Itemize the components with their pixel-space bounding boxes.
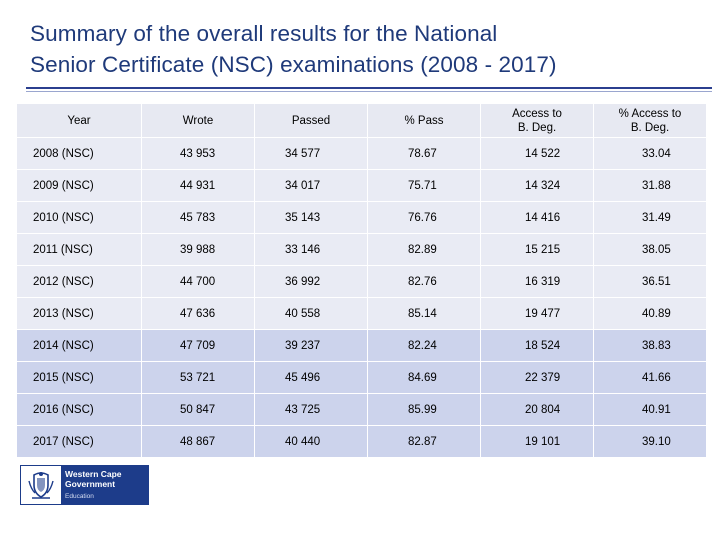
cell-pass-percent: 82.89 [368, 234, 481, 266]
cell-pass-percent: 82.76 [368, 266, 481, 298]
cell-access-bdeg: 16 319 [481, 266, 594, 298]
logo-line-3: Education [65, 493, 94, 500]
cell-pass-percent: 75.71 [368, 170, 481, 202]
cell-access-bdeg: 19 477 [481, 298, 594, 330]
cell-access-bdeg: 20 804 [481, 394, 594, 426]
cell-year: 2008 (NSC) [17, 138, 142, 170]
header-access-bdeg-sublabel: B. Deg. [517, 121, 557, 134]
page-title-line-1: Summary of the overall results for the National [30, 21, 498, 46]
cell-wrote: 44 931 [142, 170, 255, 202]
page-title [30, 18, 700, 80]
header-access-bdeg-label: Access to [512, 107, 562, 120]
cell-year: 2009 (NSC) [17, 170, 142, 202]
cell-year: 2011 (NSC) [17, 234, 142, 266]
cell-pass-percent: 85.14 [368, 298, 481, 330]
cell-year: 2010 (NSC) [17, 202, 142, 234]
cell-year: 2016 (NSC) [17, 394, 142, 426]
cell-passed: 34 017 [255, 170, 368, 202]
cell-passed: 36 992 [255, 266, 368, 298]
header-year-label: Year [67, 114, 91, 127]
table-row [17, 234, 707, 266]
cell-wrote: 45 783 [142, 202, 255, 234]
cell-access-bdeg: 22 379 [481, 362, 594, 394]
cell-passed: 45 496 [255, 362, 368, 394]
cell-access-bdeg-percent: 31.49 [594, 202, 707, 234]
cell-year: 2015 (NSC) [17, 362, 142, 394]
header-access-bdeg [481, 104, 594, 138]
header-passed [255, 104, 368, 138]
cell-year: 2012 (NSC) [17, 266, 142, 298]
cell-access-bdeg: 15 215 [481, 234, 594, 266]
title-divider-thin [26, 91, 712, 92]
cell-pass-percent: 76.76 [368, 202, 481, 234]
cell-wrote: 47 636 [142, 298, 255, 330]
header-pass-percent [368, 104, 481, 138]
cell-passed: 34 577 [255, 138, 368, 170]
cell-year: 2017 (NSC) [17, 426, 142, 458]
table-row [17, 138, 707, 170]
header-pass-percent-label: % Pass [404, 114, 444, 127]
cell-wrote: 50 847 [142, 394, 255, 426]
table-row [17, 426, 707, 458]
logo-line-2: Government [65, 479, 116, 489]
table-row [17, 362, 707, 394]
cell-access-bdeg-percent: 36.51 [594, 266, 707, 298]
cell-access-bdeg-percent: 41.66 [594, 362, 707, 394]
cell-pass-percent: 84.69 [368, 362, 481, 394]
table-body [17, 138, 707, 458]
cell-pass-percent: 82.87 [368, 426, 481, 458]
cell-pass-percent: 82.24 [368, 330, 481, 362]
cell-wrote: 39 988 [142, 234, 255, 266]
title-divider [26, 87, 712, 89]
cell-wrote: 48 867 [142, 426, 255, 458]
cell-access-bdeg-percent: 39.10 [594, 426, 707, 458]
cell-year: 2013 (NSC) [17, 298, 142, 330]
cell-wrote: 53 721 [142, 362, 255, 394]
cell-passed: 43 725 [255, 394, 368, 426]
cell-access-bdeg: 14 324 [481, 170, 594, 202]
cell-access-bdeg-percent: 33.04 [594, 138, 707, 170]
cell-wrote: 47 709 [142, 330, 255, 362]
header-access-bdeg-percent-label: % Access to [618, 107, 682, 120]
coat-of-arms-icon [21, 466, 61, 504]
cell-wrote: 43 953 [142, 138, 255, 170]
header-passed-label: Passed [291, 114, 331, 127]
cell-wrote: 44 700 [142, 266, 255, 298]
table-row [17, 170, 707, 202]
cell-access-bdeg-percent: 38.05 [594, 234, 707, 266]
table-row [17, 298, 707, 330]
header-access-bdeg-percent [594, 104, 707, 138]
cell-pass-percent: 78.67 [368, 138, 481, 170]
cell-access-bdeg-percent: 31.88 [594, 170, 707, 202]
logo-text-block [61, 466, 148, 504]
cell-passed: 35 143 [255, 202, 368, 234]
table-header-row [17, 104, 707, 138]
cell-passed: 40 558 [255, 298, 368, 330]
cell-passed: 33 146 [255, 234, 368, 266]
table-row [17, 266, 707, 298]
cell-access-bdeg-percent: 40.91 [594, 394, 707, 426]
results-table [16, 103, 707, 458]
cell-access-bdeg: 14 416 [481, 202, 594, 234]
page-title-line-2: Senior Certificate (NSC) examinations (2008 - 2017) [30, 52, 557, 77]
cell-access-bdeg-percent: 40.89 [594, 298, 707, 330]
header-access-bdeg-percent-sublabel: B. Deg. [630, 121, 670, 134]
header-year [17, 104, 142, 138]
cell-access-bdeg: 18 524 [481, 330, 594, 362]
header-wrote-label: Wrote [182, 114, 214, 127]
cell-access-bdeg: 14 522 [481, 138, 594, 170]
cell-passed: 39 237 [255, 330, 368, 362]
western-cape-government-logo [20, 465, 149, 505]
header-wrote [142, 104, 255, 138]
table-row [17, 394, 707, 426]
cell-access-bdeg: 19 101 [481, 426, 594, 458]
cell-passed: 40 440 [255, 426, 368, 458]
logo-line-1: Western Cape [65, 469, 122, 479]
cell-year: 2014 (NSC) [17, 330, 142, 362]
cell-access-bdeg-percent: 38.83 [594, 330, 707, 362]
table-row [17, 202, 707, 234]
cell-pass-percent: 85.99 [368, 394, 481, 426]
table-row [17, 330, 707, 362]
